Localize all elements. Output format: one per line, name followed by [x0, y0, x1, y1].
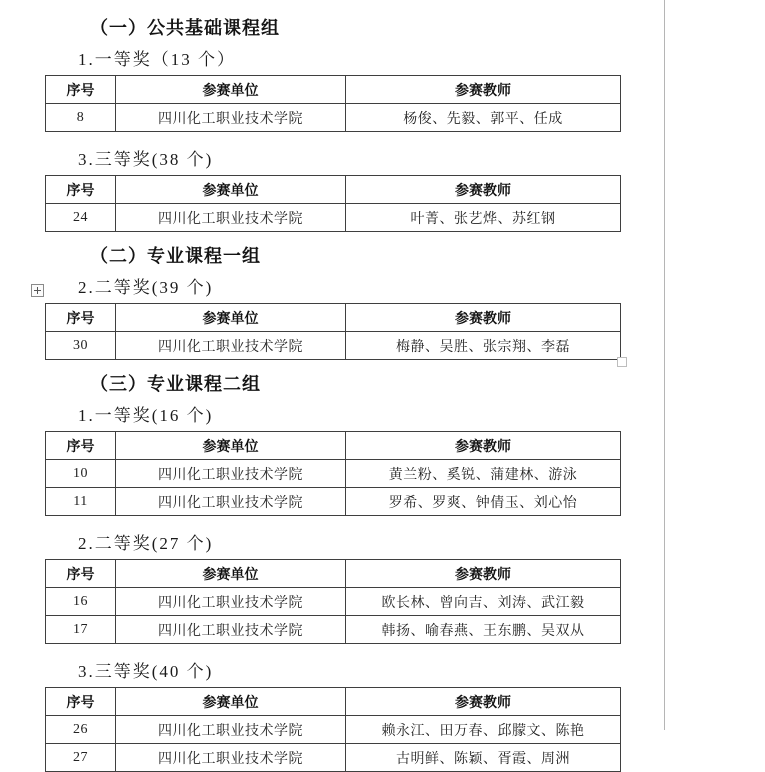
table-header-row	[46, 76, 621, 104]
unit-cell: 四川化工职业技术学院	[116, 332, 346, 360]
teachers-cell: 叶菁、张艺烨、苏红钢	[346, 204, 621, 232]
table-header-cell: 序号	[46, 688, 116, 716]
unit-cell: 四川化工职业技术学院	[116, 488, 346, 516]
teachers-cell: 梅静、吴胜、张宗翔、李磊	[346, 332, 621, 360]
award-subheading: 3.三等奖(38 个)	[78, 150, 214, 169]
award-subheading: 1.一等奖(16 个)	[78, 406, 214, 425]
table-row	[46, 104, 621, 132]
unit-cell: 四川化工职业技术学院	[116, 460, 346, 488]
results-table	[45, 303, 621, 360]
results-table	[45, 687, 621, 772]
page-edge-line	[664, 0, 665, 730]
table-header-cell: 参赛教师	[346, 688, 621, 716]
table-header-cell: 序号	[46, 432, 116, 460]
table-header-cell: 参赛单位	[116, 688, 346, 716]
award-subheading: 1.一等奖（13 个）	[78, 50, 236, 69]
unit-cell: 四川化工职业技术学院	[116, 744, 346, 772]
table-resize-handle[interactable]	[617, 357, 627, 367]
section-heading: （三）专业课程二组	[90, 374, 261, 394]
table-header-cell: 参赛单位	[116, 432, 346, 460]
table-row	[46, 332, 621, 360]
teachers-cell: 韩扬、喻春燕、王东鹏、吴双从	[346, 616, 621, 644]
table-header-row	[46, 688, 621, 716]
table-header-cell: 参赛教师	[346, 76, 621, 104]
table-row	[46, 616, 621, 644]
section-heading: （一）公共基础课程组	[90, 18, 280, 38]
table-header-cell: 参赛单位	[116, 76, 346, 104]
table-header-cell: 序号	[46, 560, 116, 588]
table-header-cell: 参赛教师	[346, 304, 621, 332]
index-cell: 16	[46, 588, 116, 616]
teachers-cell: 杨俊、先毅、郭平、任成	[346, 104, 621, 132]
move-cross-icon	[37, 287, 38, 294]
table-row	[46, 588, 621, 616]
index-cell: 11	[46, 488, 116, 516]
table-wrapper	[45, 559, 620, 644]
table-header-row	[46, 304, 621, 332]
table-row	[46, 204, 621, 232]
results-table	[45, 175, 621, 232]
unit-cell: 四川化工职业技术学院	[116, 616, 346, 644]
table-header-cell: 参赛教师	[346, 176, 621, 204]
award-subheading: 2.二等奖(39 个)	[78, 278, 214, 297]
unit-cell: 四川化工职业技术学院	[116, 716, 346, 744]
unit-cell: 四川化工职业技术学院	[116, 204, 346, 232]
table-header-cell: 参赛单位	[116, 304, 346, 332]
index-cell: 8	[46, 104, 116, 132]
table-wrapper	[45, 687, 620, 772]
table-header-cell: 序号	[46, 76, 116, 104]
table-header-cell: 参赛单位	[116, 560, 346, 588]
table-header-cell: 序号	[46, 304, 116, 332]
index-cell: 24	[46, 204, 116, 232]
table-header-row	[46, 432, 621, 460]
index-cell: 27	[46, 744, 116, 772]
table-row	[46, 488, 621, 516]
index-cell: 30	[46, 332, 116, 360]
section-heading: （二）专业课程一组	[90, 246, 261, 266]
table-row	[46, 744, 621, 772]
results-table	[45, 559, 621, 644]
table-wrapper	[45, 303, 620, 360]
table-wrapper	[45, 75, 620, 132]
teachers-cell: 黄兰粉、奚锐、蒲建林、游泳	[346, 460, 621, 488]
results-table	[45, 431, 621, 516]
teachers-cell: 古明鲜、陈颖、胥霞、周洲	[346, 744, 621, 772]
award-subheading: 3.三等奖(40 个)	[78, 662, 214, 681]
award-subheading: 2.二等奖(27 个)	[78, 534, 214, 553]
teachers-cell: 罗希、罗爽、钟倩玉、刘心怡	[346, 488, 621, 516]
index-cell: 17	[46, 616, 116, 644]
table-row	[46, 460, 621, 488]
index-cell: 26	[46, 716, 116, 744]
table-header-row	[46, 176, 621, 204]
table-header-cell: 参赛单位	[116, 176, 346, 204]
unit-cell: 四川化工职业技术学院	[116, 588, 346, 616]
table-header-cell: 序号	[46, 176, 116, 204]
table-wrapper	[45, 431, 620, 516]
teachers-cell: 欧长林、曾向吉、刘涛、武江毅	[346, 588, 621, 616]
document-content	[45, 16, 765, 772]
table-wrapper	[45, 175, 620, 232]
table-header-cell: 参赛教师	[346, 560, 621, 588]
results-table	[45, 75, 621, 132]
index-cell: 10	[46, 460, 116, 488]
table-header-row	[46, 560, 621, 588]
table-header-cell: 参赛教师	[346, 432, 621, 460]
teachers-cell: 赖永江、田万春、邱朦文、陈艳	[346, 716, 621, 744]
table-row	[46, 716, 621, 744]
table-move-handle[interactable]	[31, 284, 44, 297]
unit-cell: 四川化工职业技术学院	[116, 104, 346, 132]
